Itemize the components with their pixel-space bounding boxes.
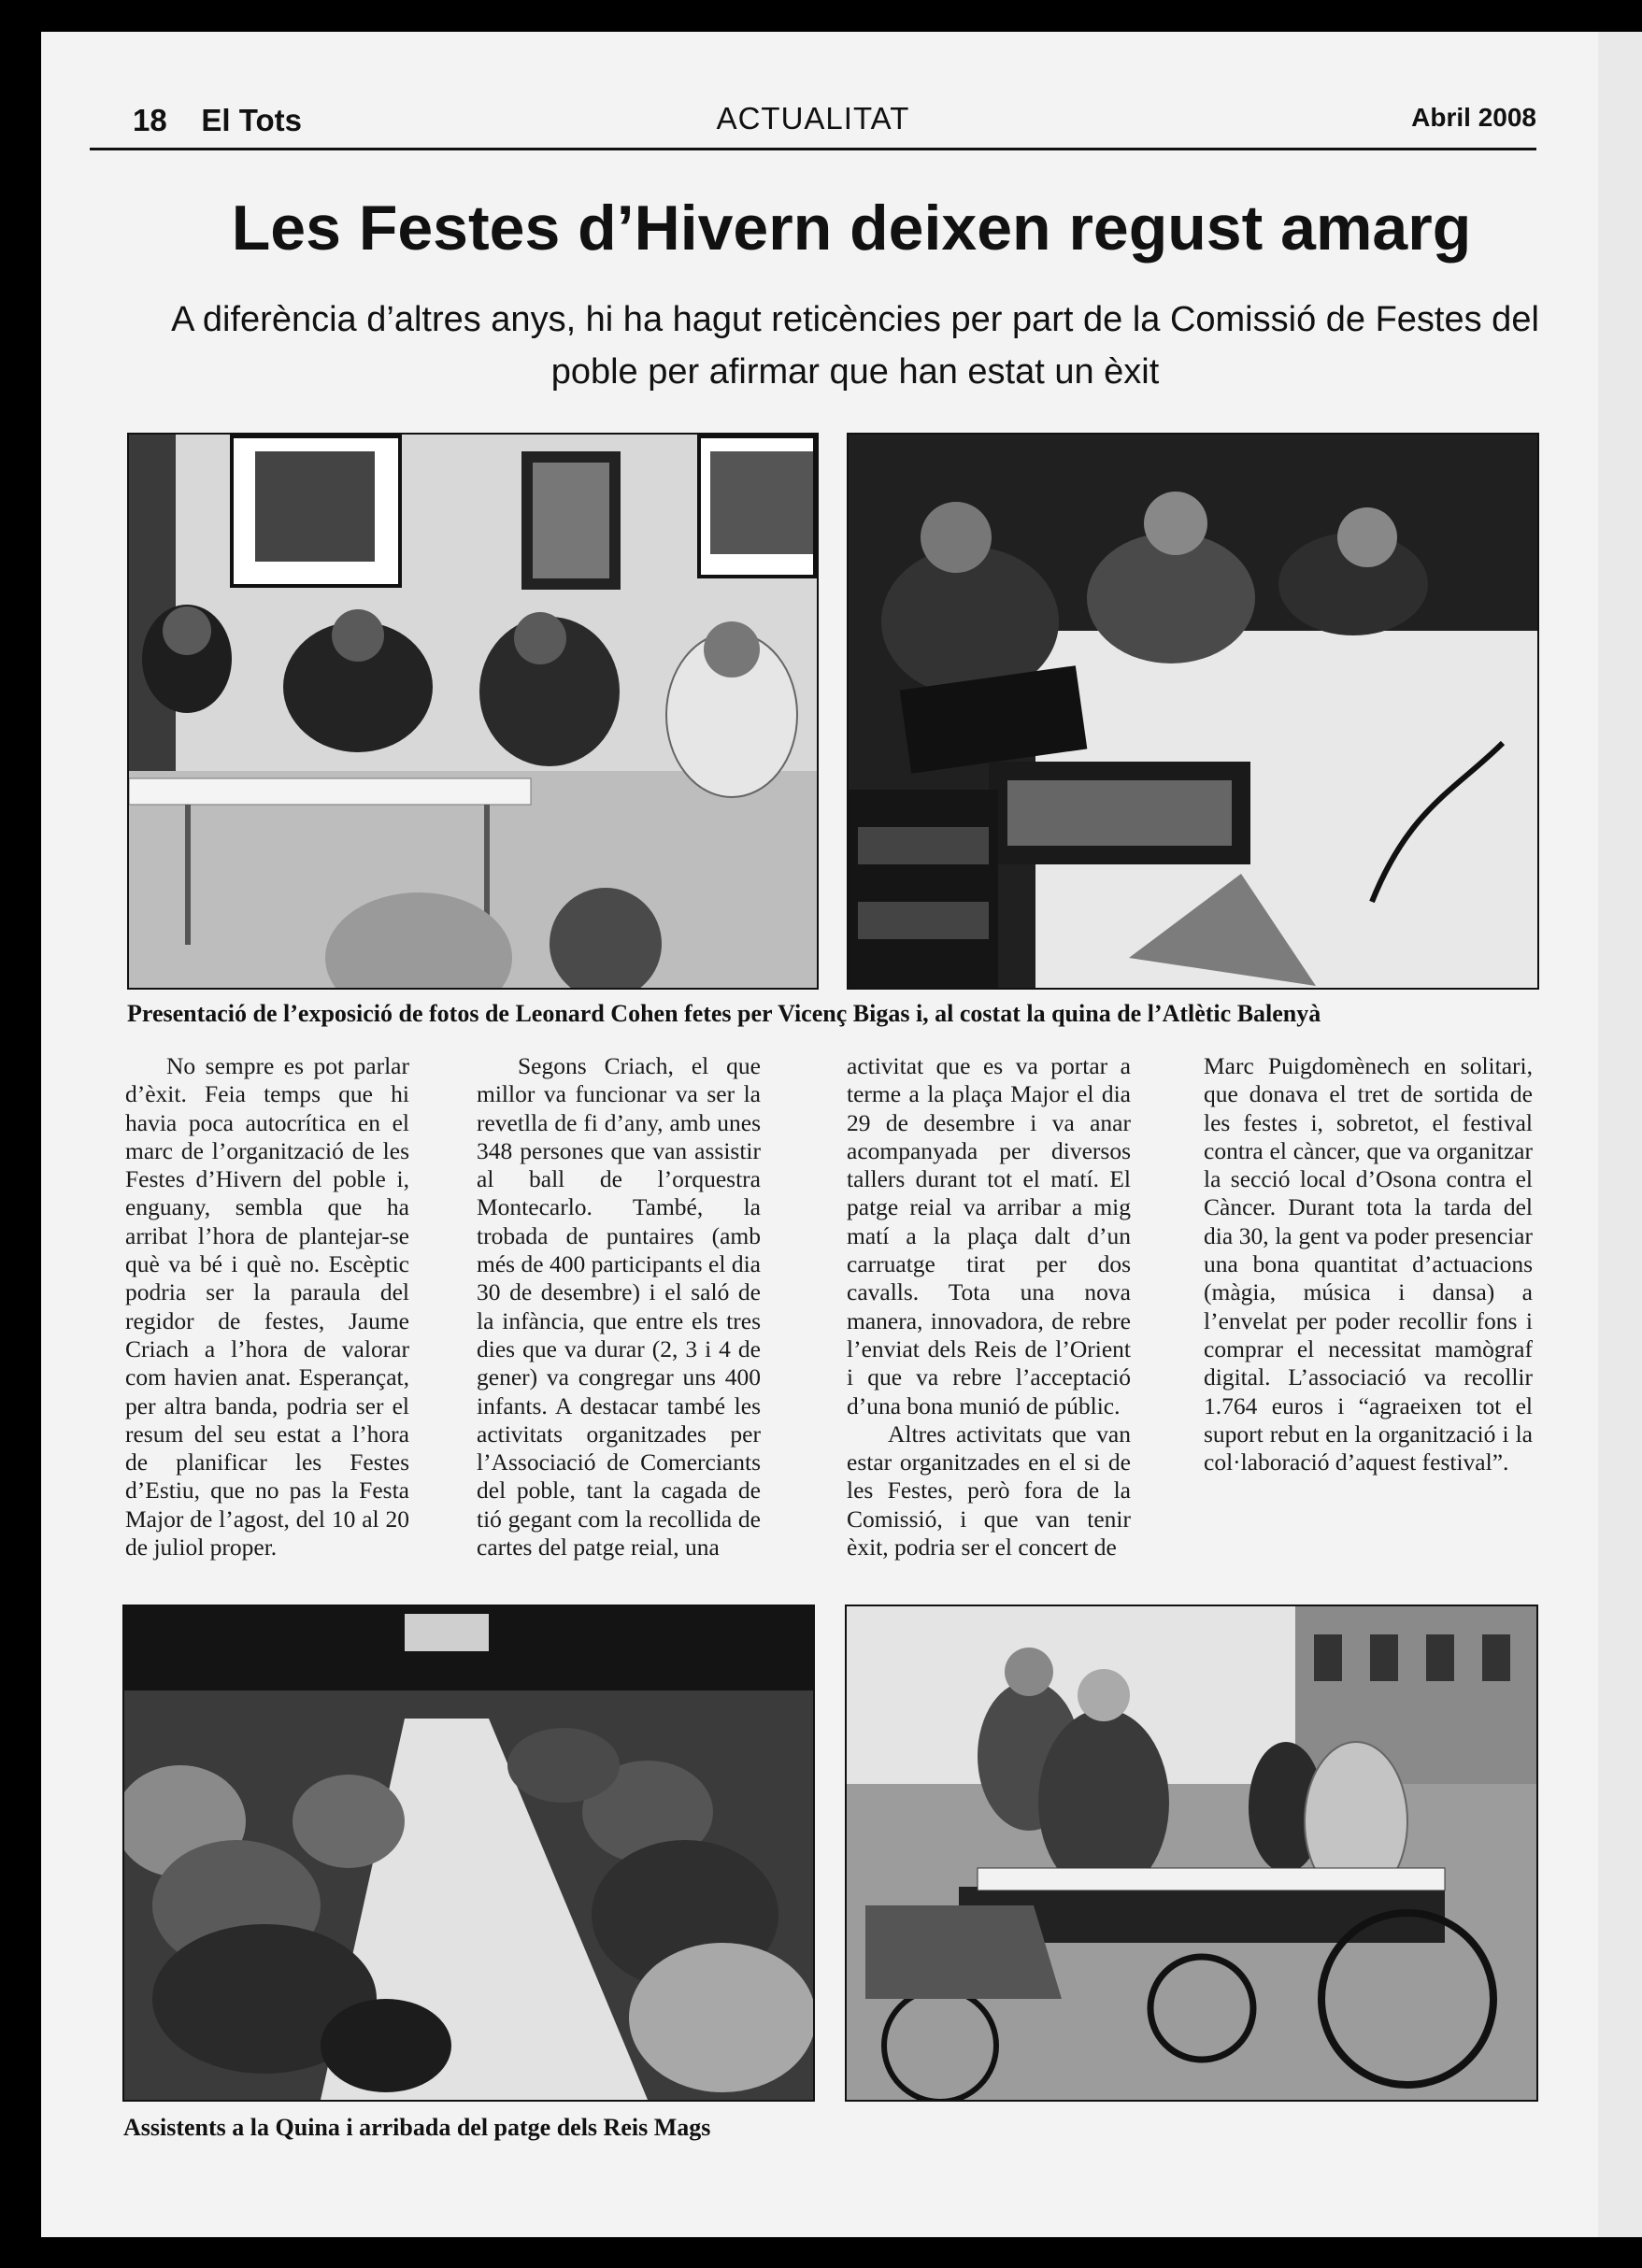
photo-bingo-attendees [122, 1605, 815, 2102]
col2-paragraph: Segons Criach, el que millor va funcionar va ser la revetlla de fi d’any, amb unes 348 persones que van assistir al ball de l’orquestra Montecarlo. També, la trobada de puntaires (amb més de 400 participants el dia 30 de desembre) i el saló de la infància, que entre els tres dies que va durar (2, 3 i 4 de gener) va congregar uns 400 infants. A destacar també les activitats organitzades per l’Associació de Comerciants del poble, tant la cagada de tió gegant com la recollida de cartes del patge reial, una [477, 1052, 761, 1562]
article-subheadline: A diferència d’altres anys, hi ha hagut reticències per part de la Comissió de Festes del poble per afirmar que han estat un èxit [171, 300, 1539, 392]
photo-bingo-sound-table [847, 433, 1539, 990]
page-number: 18 [133, 103, 167, 137]
col4-paragraph: Marc Puigdomènech en solitari, que donava el tret de sortida de les festes i, sobretot, el festival contra el càncer, que va organitzar la secció local d’Osona contra el Càncer. Durant tota la tarda del dia 30, la gent va poder presenciar una bona quantitat d’actuacions (màgia, música i dansa) a l’envelat per poder recollir fons i comprar el necessitat mamògraf digital. L’associació va recollir 1.764 euros i “agraeixen tot el suport rebut en la organització i la col·laboració d’aquest festival”. [1204, 1052, 1533, 1476]
col3-paragraph-1: activitat que es va portar a terme a la plaça Major el dia 29 de desembre i va anar acompanyada per diversos tallers durant tot el matí. El patge reial va arribar a mig matí a la plaça dalt d’un carruatge tirat per dos cavalls. Tota una nova manera, innovadora, de rebre l’enviat dels Reis de l’Orient i que va rebre l’acceptació d’una bona munió de públic. [847, 1052, 1131, 1419]
col1-paragraph: No sempre es pot parlar d’èxit. Feia temps que hi havia poca autocrítica en el marc de l’organització de les Festes d’Hivern del poble i, enguany, sembla que ha arribat l’hora de plantejar-se què va bé i què no. Escèptic podria ser la paraula del regidor de festes, Jaume Criach a l’hora de valorar com havien anat. Esperançat, per altra banda, podria ser el resum del seu estat a l’hora de planificar les Festes d’Estiu, que no pas la Festa Major de l’agost, del 10 al 20 de juliol proper. [125, 1052, 409, 1562]
top-photos-caption: Presentació de l’exposició de fotos de Leonard Cohen fetes per Vicenç Bigas i, al costat la quina de l’Atlètic Balenyà [127, 1000, 1321, 1027]
col3-paragraph-2: Altres activitats que van estar organitzades en el si de les Festes, però fora de la Comissió, i que van tenir èxit, podria ser el concert de [847, 1419, 1131, 1562]
article-column-2 [477, 1052, 761, 1562]
bottom-photos-caption: Assistents a la Quina i arribada del patge dels Reis Mags [123, 2114, 711, 2141]
issue-date: Abril 2008 [1411, 103, 1536, 132]
section-name: ACTUALITAT [716, 101, 910, 136]
page-header [90, 56, 1536, 150]
article-column-4 [1204, 1052, 1533, 1476]
publication-name: El Tots [201, 103, 302, 137]
article-column-1 [125, 1052, 409, 1562]
article-column-3 [847, 1052, 1131, 1562]
facing-page-edge [1598, 32, 1642, 2237]
photo-exhibition-presentation [127, 433, 819, 990]
photo-royal-page-carriage [845, 1605, 1538, 2102]
article-headline: Les Festes d’Hivern deixen regust amarg [231, 193, 1472, 264]
